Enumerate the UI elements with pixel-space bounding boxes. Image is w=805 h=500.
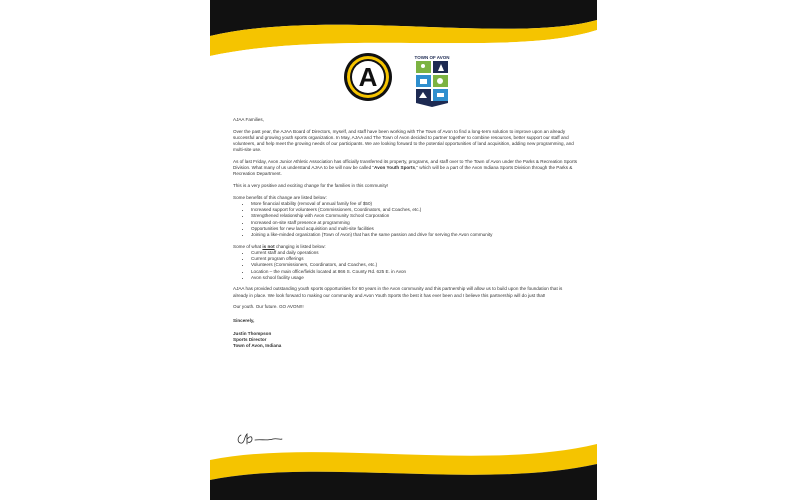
benefits-intro: Some benefits of this change are listed below: bbox=[233, 194, 327, 200]
sign-off: Sincerely, bbox=[233, 317, 255, 323]
list-item: • Joining a like-minded organization (Town of Avon) that has the same passion and drive for serving the Avon community bbox=[251, 232, 578, 238]
transfer-text-start: As of last Friday, Avon Junior Athletic Association has officially transferred its property, programs, and staff over to The Town of Avon under the Parks & Recreation Sports Division. What many of us understand AJAA to be will now be called " bbox=[233, 159, 578, 171]
list-item: • Location – the main office/fields located at 866 S. County Rd. 625 E. in Avon bbox=[251, 269, 578, 275]
signer-title: Sports Director bbox=[233, 336, 267, 342]
avon-youth-sports-name: Avon Youth Sports bbox=[374, 165, 416, 171]
ajaa-logo bbox=[343, 52, 393, 102]
footer-wave-decoration bbox=[210, 424, 597, 500]
nochange-emphasis: is not bbox=[262, 243, 275, 249]
paragraph-positive: This is a very positive and exciting change for the families in this community! bbox=[233, 183, 389, 189]
town-of-avon-logo bbox=[412, 54, 452, 108]
signer-organization: Town of Avon, Indiana bbox=[233, 343, 282, 349]
benefits-list bbox=[233, 201, 578, 238]
list-item: • Opportunities for new land acquisition and multi-site facilities bbox=[251, 226, 578, 232]
nochange-list bbox=[233, 250, 578, 281]
letter-body bbox=[233, 117, 578, 349]
signer-name: Justin Thompson bbox=[233, 330, 272, 336]
list-item: • Volunteers (Commissioners, Coordinators, and Coaches, etc.) bbox=[251, 262, 578, 268]
paragraph-transfer bbox=[233, 159, 578, 178]
nochange-intro-end: changing is listed below: bbox=[274, 243, 326, 249]
paragraph-closing: AJAA has provided outstanding youth sports opportunities for 60 years in the Avon community and this partnership will allow us to build upon the foundation that is already in place. We look forward to making our community and Avon Youth Sports the best it has ever been and I believe this partnership will do just that! bbox=[233, 286, 563, 298]
paragraph-intro: Over the past year, the AJAA Board of Directors, myself, and staff have been working with The Town of Avon to find a long-term solution to improve upon an already successful and growing youth sports organization. In May, AJAA and The Town of Avon decided to partner together to combine resources, better support our staff and volunteers, and help meet the growing needs of our participants. We are looking forward to the potential opportunities of land acquisition, adding new programming, and multi-site use. bbox=[233, 128, 574, 153]
list-item: • Current program offerings bbox=[251, 256, 578, 262]
logo-row bbox=[210, 48, 597, 108]
greeting: AJAA Families, bbox=[233, 117, 264, 122]
ajaa-logo-letter: A bbox=[358, 62, 378, 92]
signature-block bbox=[233, 318, 578, 350]
letter-page bbox=[210, 0, 597, 500]
list-item: • Increased support for volunteers (Commissioners, Coordinators, and Coaches, etc.) bbox=[251, 207, 578, 213]
town-of-avon-banner: TOWN OF AVON bbox=[414, 55, 450, 60]
nochange-intro-start: Some of what bbox=[233, 243, 263, 249]
list-item: • Strengthened relationship with Avon Community School Corporation bbox=[251, 213, 578, 219]
list-item: • Current staff and daily operations bbox=[251, 250, 578, 256]
transfer-text-end: ," which will be a part of the Avon Indiana Sports Division through the Parks & Recreation Department. bbox=[233, 165, 573, 177]
slogan: Our youth. Our future. GO AVON!!! bbox=[233, 304, 304, 310]
list-item: • More financial stability (removal of annual family fee of $50) bbox=[251, 201, 578, 207]
list-item: • Avon school facility usage bbox=[251, 275, 578, 281]
list-item: • Increased on-site staff presence at programming bbox=[251, 220, 578, 226]
